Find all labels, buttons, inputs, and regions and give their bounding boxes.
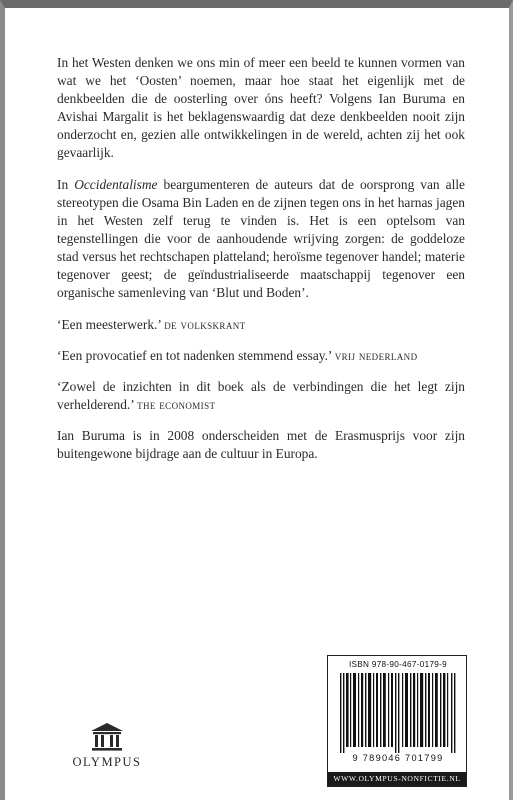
blurb-text: [57, 54, 465, 477]
quote-source: vrij nederland: [334, 349, 418, 363]
quote-text: ‘Zowel de inzichten in dit boek als de verbindingen die het legt zijn verhelderend.’: [57, 379, 465, 412]
quote-text: ‘Een provocatief en tot nadenken stemmend essay.’: [57, 348, 335, 363]
temple-icon: [90, 722, 124, 752]
ean-digits: 9 789046 701799: [352, 753, 444, 763]
award-paragraph: Ian Buruma is in 2008 onderscheiden met de Erasmusprijs voor zijn buitengewone bijdrage aan de cultuur in Europa.: [57, 428, 465, 461]
barcode-panel: [327, 655, 467, 787]
isbn-number: ISBN 978-90-467-0179-9: [348, 660, 448, 669]
quote-source: de volkskrant: [164, 318, 246, 332]
intro-paragraph: In het Westen denken we ons min of meer een beeld te kunnen vormen van wat we het ‘Oosten’ noemen, maar hoe staat het eigenlijk met de denkbeelden die de oosterling over óns heeft? Volgens Ian Buruma en Avishai Margalit is het beklagenswaardig dat deze denkbeelden nooit zijn onderzocht en, gezien alle ontwikkelingen in de wereld, achten zij het ook gevaarlijk.: [57, 55, 465, 160]
summary-prefix: In: [57, 177, 75, 192]
review-quote-1: [57, 316, 465, 334]
publisher-logo: [67, 722, 147, 770]
review-quote-2: [57, 347, 465, 365]
publisher-name: OLYMPUS: [72, 755, 142, 769]
summary-rest: beargumenteren de auteurs dat de oorsprong van alle stereotypen die Osama Bin Laden en de zijnen tegen ons in het harnas jagen in het Westen zelf terug te vinden is. Het is een optelsom van tegenstellingen die voor de aanhoudende wrijving zorgen: de goddeloze stad versus het rechtschapen platteland; heroïsme tegenover handel; materie tegenover geest; de geïndustrialiseerde maatschappij tegenover een organische samenleving van ‘Blut und Boden’.: [57, 177, 465, 300]
review-quote-3: [57, 378, 465, 414]
quote-text: ‘Een meesterwerk.’: [57, 317, 165, 332]
book-title: Occidentalisme: [74, 177, 158, 192]
barcode-icon: [338, 673, 458, 753]
summary-paragraph: [57, 176, 465, 302]
quote-source: the economist: [137, 398, 216, 412]
publisher-website: WWW.OLYMPUS-NONFICTIE.NL: [328, 772, 466, 786]
